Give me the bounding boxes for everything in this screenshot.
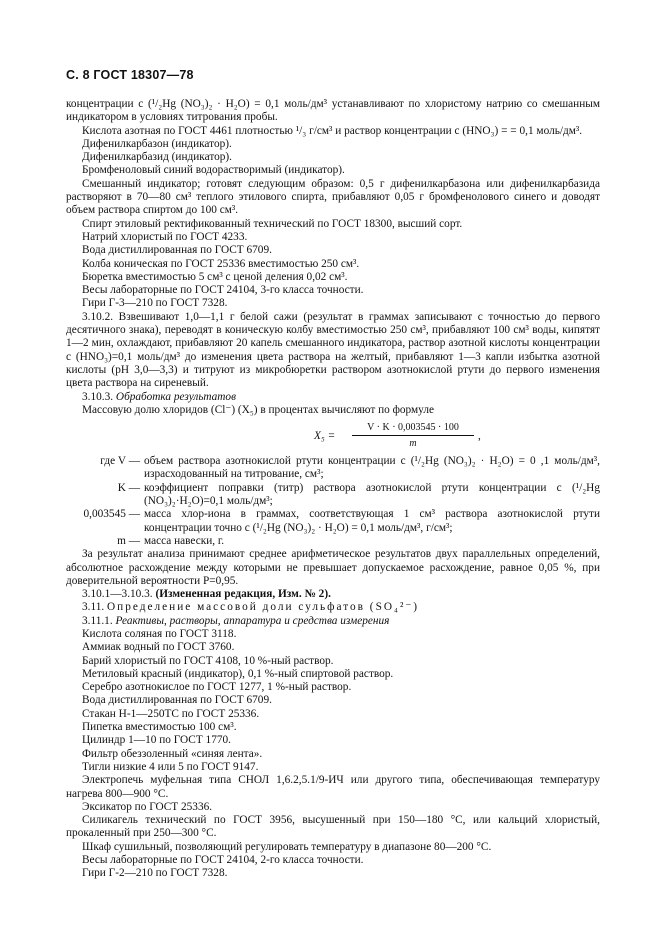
- paragraph: Смешанный индикатор; готовят следующим образом: 0,5 г дифенилкарбазона или дифенилкарбазида растворяют в 70—80 см³ теплого этилового спирта, прибавляют 0,05 г бромфенолового синего и доводят объем раствора спиртом до 100 см³.: [66, 177, 600, 217]
- legend-text: масса хлор-иона в граммах, соответствующая 1 см³ раствора азотнокислой ртути концентрации точно c (¹/₂Hg (NO₃)₂ · H₂O) = 0,1 моль/дм³, г/см³;: [144, 508, 600, 534]
- list-item: Шкаф сушильный, позволяющий регулировать температуру в диапазоне 80—200 °С.: [82, 840, 492, 853]
- list-item: Массовую долю хлоридов (Cl⁻) (X₅) в процентах вычисляют по формуле: [82, 403, 434, 416]
- list-item: Гири Г-2—210 по ГОСТ 7328.: [82, 867, 228, 880]
- legend-symbol: K —: [117, 481, 140, 494]
- amendment-note: [66, 588, 600, 601]
- section-heading: [66, 615, 600, 628]
- list-item: Аммиак водный по ГОСТ 3760.: [82, 641, 235, 654]
- list-item: Вода дистиллированная по ГОСТ 6709.: [82, 694, 272, 707]
- list-item: Бюретка вместимостью 5 см³ с ценой деления 0,02 см³.: [82, 270, 348, 283]
- list-item: Эксикатор по ГОСТ 25336.: [82, 800, 213, 813]
- formula-numerator: V · K · 0,003545 · 100: [352, 421, 474, 436]
- legend-row: [66, 455, 600, 482]
- formula: [66, 421, 600, 451]
- list-item: Цилиндр 1—10 по ГОСТ 1770.: [82, 734, 231, 747]
- list-item: Весы лабораторные по ГОСТ 24104, 2-го класса точности.: [82, 854, 364, 867]
- legend-row: [66, 535, 600, 548]
- section-number: 3.11.1.: [82, 614, 113, 627]
- section-title: Обработка результатов: [115, 390, 236, 403]
- list-item: Пипетка вместимостью 100 см³.: [82, 721, 237, 734]
- formula-lhs: X₅ =: [314, 430, 336, 443]
- section-number: 3.10.3.: [82, 390, 114, 403]
- paragraph: Кислота азотная по ГОСТ 4461 плотностью ¹/₃ г/см³ и раствор концентрации c (HNO₃) = = 0,1 моль/дм³.: [82, 124, 583, 137]
- section-heading: [66, 391, 600, 404]
- list-item: Весы лабораторные по ГОСТ 24104, 3-го класса точности.: [82, 284, 364, 297]
- section-number: 3.11.: [82, 601, 105, 614]
- paragraph: За результат анализа принимают среднее арифметическое результатов двух параллельных определений, абсолютное расхождение между которыми не превышает допускаемое расхождение, равное 0,05 %, при доверительной вероятности P=0,95.: [66, 548, 600, 587]
- list-item: Кислота соляная по ГОСТ 3118.: [82, 627, 237, 640]
- list-item: Бромфеноловый синий водорастворимый (индикатор).: [82, 164, 345, 177]
- list-item: Барий хлористый по ГОСТ 4108, 10 %-ный раствор.: [82, 654, 334, 667]
- legend-row: [66, 508, 600, 535]
- list-item: Гири Г-3—210 по ГОСТ 7328.: [82, 297, 228, 310]
- paragraph: концентрации c (¹/₂Hg (NO₃)₂ · H₂O) = 0,1 моль/дм³ устанавливают по хлористому натрию со смешанным индикатором в условиях титрования пробы.: [66, 98, 600, 124]
- list-item: Натрий хлористый по ГОСТ 4233.: [82, 230, 248, 243]
- legend-symbol: m —: [117, 534, 140, 547]
- list-item: Вода дистиллированная по ГОСТ 6709.: [82, 244, 272, 257]
- paragraph: Силикагель технический по ГОСТ 3956, высушенный при 150—180 °С, или кальций хлористый, прокаленный при 250—300 °С.: [66, 814, 600, 840]
- legend-row: [66, 482, 600, 509]
- list-item: Колба коническая по ГОСТ 25336 вместимостью 250 см³.: [82, 257, 360, 270]
- section-heading: [66, 601, 600, 614]
- list-item: Дифенилкарбазид (индикатор).: [82, 151, 232, 164]
- document-body: [66, 98, 600, 881]
- formula-denominator: m: [409, 438, 417, 450]
- list-item: Тигли низкие 4 или 5 по ГОСТ 9147.: [82, 760, 259, 773]
- section-title: Определение массовой доли сульфатов (SO₄²⁻): [107, 601, 420, 614]
- list-item: Спирт этиловый ректификованный технический по ГОСТ 18300, высший сорт.: [82, 217, 463, 230]
- legend-text: коэффициент поправки (титр) раствора азотнокислой ртути концентрации c (¹/₂Hg (NO₃)₂·H₂O)=0,1 моль/дм³;: [144, 481, 600, 508]
- list-item: Стакан Н-1—250ТС по ГОСТ 25336.: [82, 707, 260, 720]
- list-item: Серебро азотнокислое по ГОСТ 1277, 1 %-ный раствор.: [82, 681, 352, 694]
- paragraph: 3.10.2. Взвешивают 1,0—1,1 г белой сажи (результат в граммах записывают с точностью до первого десятичного знака), переводят в коническую колбу вместимостью 250 см³, прибавляют 100 см³ воды, кипятят 1—2 мин, охлаждают, прибавляют 20 капель смешанного индикатора, раствор азотной кислоты концентрации c (HNO₃)=0,1 моль/дм³ до изменения цвета раствора на желтый, прибавляют 1—3 капли избытка азотной кислоты (pH 3,0—3,3) и титруют из микробюретки раствором азотнокислой ртути до первого изменения цвета раствора на сиреневый.: [66, 310, 600, 390]
- section-number: 3.10.1—3.10.3.: [82, 588, 153, 601]
- section-title: Реактивы, растворы, аппаратура и средства измерения: [115, 614, 390, 627]
- amendment-label: (Измененная редакция, Изм. № 2).: [155, 588, 331, 601]
- formula-fraction: [352, 421, 474, 451]
- legend-symbol: 0,003545 —: [83, 508, 140, 521]
- legend-symbol: где V —: [100, 455, 140, 468]
- legend-text: объем раствора азотнокислой ртути концентрации c (¹/₂Hg (NO₃)₂ · H₂O) = 0 ,1 моль/дм³, израсходованный на титрование, см³;: [144, 455, 600, 481]
- list-item: Фильтр обеззоленный «синяя лента».: [82, 747, 263, 760]
- formula-comma: ,: [478, 430, 481, 443]
- list-item: Метиловый красный (индикатор), 0,1 %-ный спиртовой раствор.: [82, 667, 394, 680]
- page-header: С. 8 ГОСТ 18307—78: [66, 68, 194, 82]
- list-item: Дифенилкарбазон (индикатор).: [82, 137, 232, 150]
- legend-text: масса навески, г.: [144, 534, 225, 547]
- paragraph: Электропечь муфельная типа СНОЛ 1,6.2,5.1/9-ИЧ или другого типа, обеспечивающая температуру нагрева 800—900 °С.: [66, 774, 600, 800]
